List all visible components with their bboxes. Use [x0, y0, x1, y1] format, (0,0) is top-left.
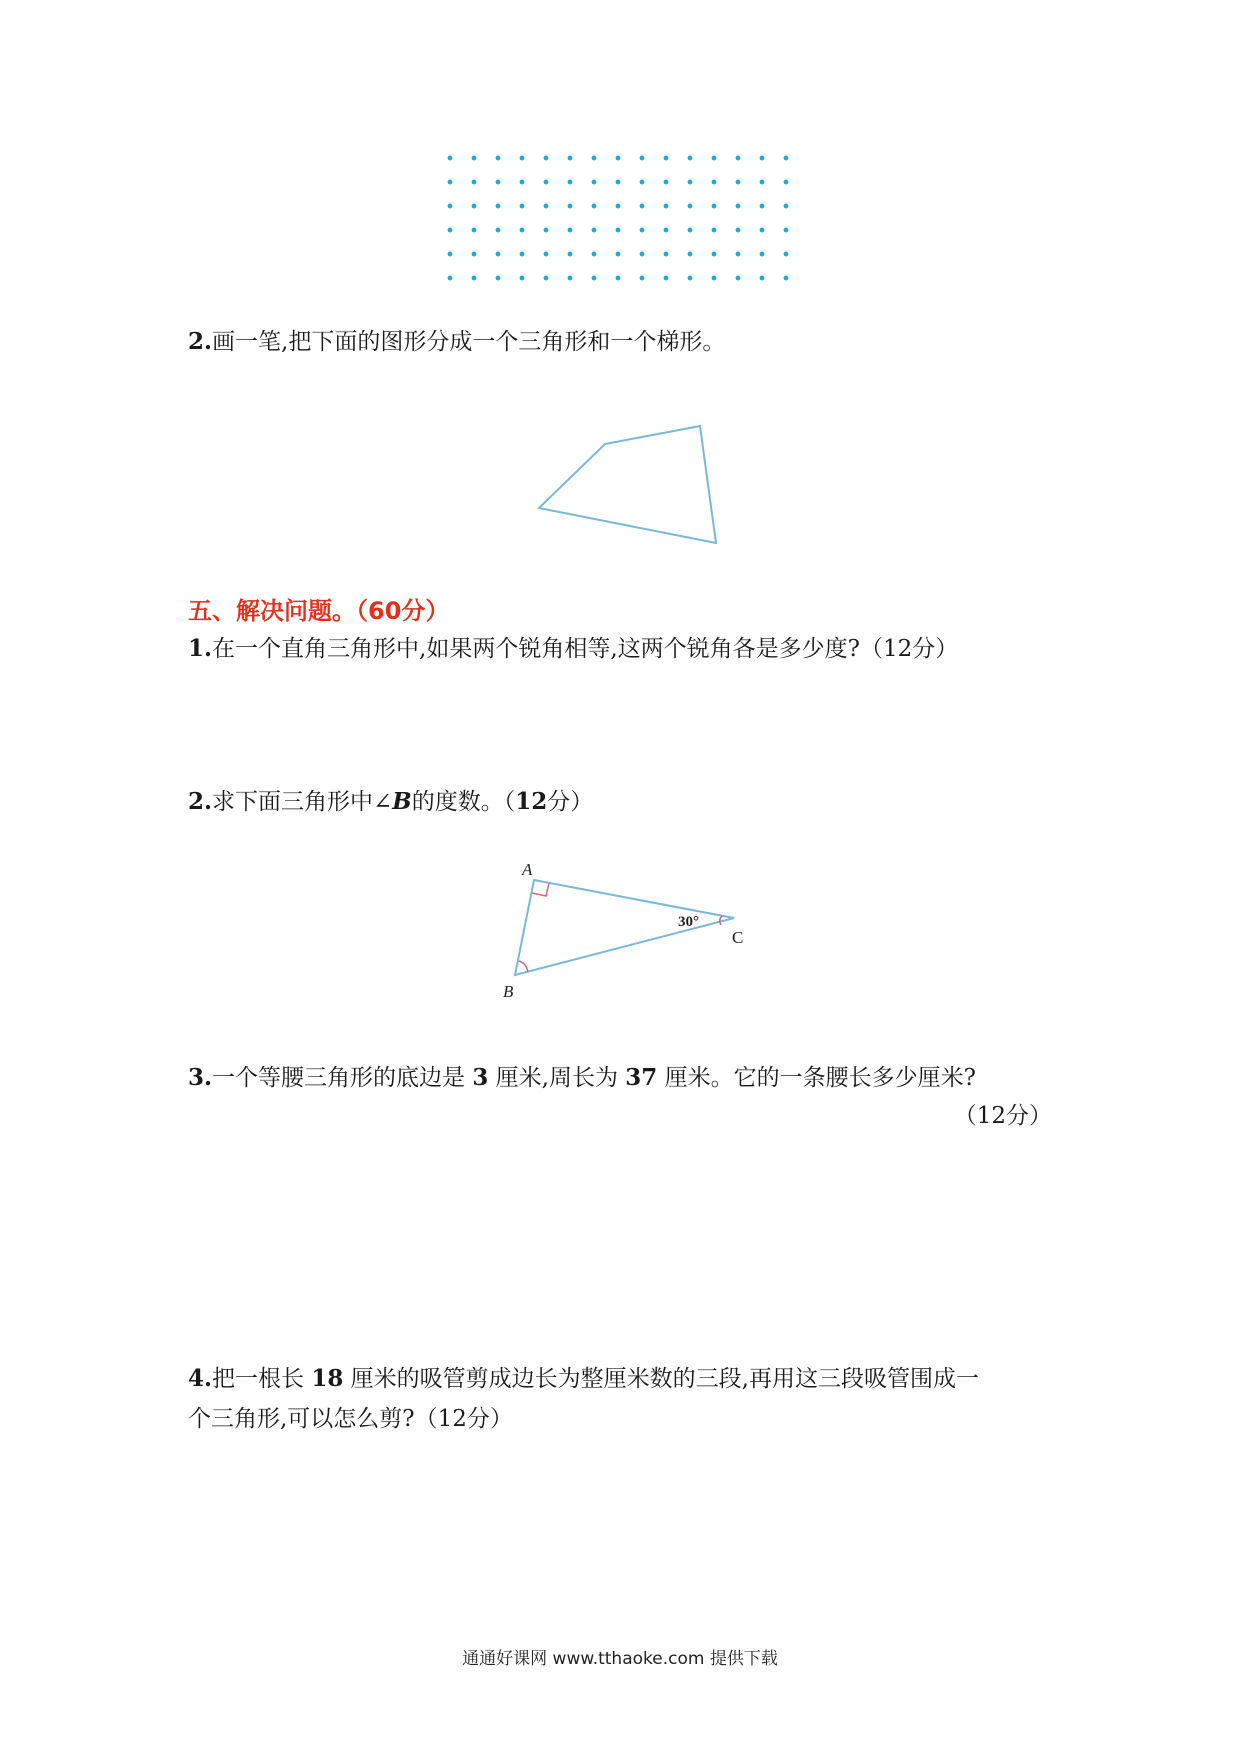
grid-dot [784, 204, 789, 209]
grid-dot [520, 276, 525, 281]
grid-dot [544, 228, 549, 233]
grid-dot [736, 204, 741, 209]
grid-dot [712, 204, 717, 209]
question-number: 2. [188, 328, 213, 355]
grid-dot [784, 276, 789, 281]
grid-dot [664, 204, 669, 209]
grid-dot [784, 180, 789, 185]
question-text-2: 厘米的吸管剪成边长为整厘米数的三段,再用这三段吸管围成一 [350, 1366, 979, 1392]
triangle-figure [490, 855, 760, 1005]
triangle-shape [515, 880, 734, 975]
question-draw-line [188, 325, 725, 359]
grid-dot [592, 276, 597, 281]
grid-dot [544, 252, 549, 257]
grid-dot [496, 180, 501, 185]
grid-dot [496, 276, 501, 281]
grid-dot [640, 276, 645, 281]
grid-dot [640, 252, 645, 257]
grid-dot [544, 276, 549, 281]
grid-dot [784, 228, 789, 233]
label-a: A [522, 860, 533, 879]
angle-c-value: 30° [678, 914, 699, 930]
grid-dot [616, 252, 621, 257]
grid-dot [448, 180, 453, 185]
dot-grid [440, 148, 805, 283]
question-text-pre: 求下面三角形中∠ [212, 789, 393, 815]
quadrilateral-shape [539, 426, 716, 543]
grid-dot [592, 252, 597, 257]
angle-variable: B [392, 788, 412, 815]
grid-dot [712, 180, 717, 185]
grid-dot [544, 204, 549, 209]
grid-dot [568, 156, 573, 161]
grid-dot [688, 180, 693, 185]
question-text-3: 厘米。它的一条腰长多少厘米? [664, 1065, 976, 1091]
grid-dot [712, 228, 717, 233]
grid-dot [448, 204, 453, 209]
grid-dot [520, 252, 525, 257]
grid-dot [760, 180, 765, 185]
grid-dot [784, 252, 789, 257]
grid-dot [640, 156, 645, 161]
question-text-1: 一个等腰三角形的底边是 [212, 1065, 466, 1091]
grid-dot [760, 228, 765, 233]
grid-dot [448, 156, 453, 161]
score-suffix: 分） [547, 789, 594, 815]
grid-dot [616, 180, 621, 185]
question-text-1: 把一根长 [212, 1366, 305, 1392]
grid-dot [472, 204, 477, 209]
grid-dot [592, 180, 597, 185]
problem-3-score: （12分） [953, 1103, 1052, 1129]
grid-dot [664, 156, 669, 161]
problem-4 [188, 1362, 979, 1396]
grid-dot [736, 156, 741, 161]
quadrilateral-figure [520, 415, 720, 565]
grid-dot [568, 276, 573, 281]
question-number: 3. [188, 1064, 213, 1091]
grid-dot [616, 204, 621, 209]
grid-dot [520, 204, 525, 209]
footer-text: 通通好课网 www.tthaoke.com 提供下载 [462, 1649, 778, 1669]
grid-dot [616, 156, 621, 161]
grid-dot [640, 228, 645, 233]
grid-dot [760, 276, 765, 281]
grid-dot [688, 204, 693, 209]
grid-dot [496, 156, 501, 161]
grid-dot [712, 276, 717, 281]
grid-dot [568, 204, 573, 209]
grid-dot [544, 156, 549, 161]
problem-3 [188, 1061, 976, 1095]
grid-dot [760, 156, 765, 161]
grid-dot [664, 252, 669, 257]
grid-dot [664, 276, 669, 281]
grid-dot [712, 156, 717, 161]
question-number: 2. [188, 788, 213, 815]
grid-dot [520, 228, 525, 233]
grid-dot [712, 252, 717, 257]
grid-dot [520, 156, 525, 161]
problem-4-line-2: 个三角形,可以怎么剪?（12分） [188, 1406, 513, 1432]
problem-1 [188, 632, 958, 666]
grid-dot [640, 204, 645, 209]
value-length: 18 [311, 1365, 344, 1392]
grid-dot [736, 252, 741, 257]
grid-dot [736, 228, 741, 233]
grid-dot [568, 180, 573, 185]
label-c: C [732, 928, 744, 947]
grid-dot [448, 228, 453, 233]
score-value: 12 [515, 788, 548, 815]
grid-dot [616, 228, 621, 233]
question-text-2: 厘米,周长为 [495, 1065, 618, 1091]
grid-dot [736, 276, 741, 281]
grid-dot [448, 252, 453, 257]
grid-dot [496, 228, 501, 233]
question-number: 1. [188, 635, 213, 662]
question-number: 4. [188, 1365, 213, 1392]
grid-dot [664, 180, 669, 185]
grid-dot [688, 156, 693, 161]
grid-dot [568, 228, 573, 233]
grid-dot [616, 276, 621, 281]
question-text: 画一笔,把下面的图形分成一个三角形和一个梯形。 [212, 329, 726, 355]
angle-b-arc [519, 961, 528, 972]
grid-dot [688, 228, 693, 233]
right-angle-mark [532, 883, 549, 896]
grid-dot [760, 252, 765, 257]
grid-dot [472, 228, 477, 233]
grid-dot [472, 252, 477, 257]
grid-dot [688, 252, 693, 257]
question-text: 在一个直角三角形中,如果两个锐角相等,这两个锐角各是多少度?（12分） [212, 636, 959, 662]
grid-dot [496, 252, 501, 257]
grid-dot [760, 204, 765, 209]
grid-dot [496, 204, 501, 209]
question-text-post: 的度数。（ [411, 789, 516, 815]
value-perimeter: 37 [625, 1064, 658, 1091]
grid-dot [472, 276, 477, 281]
grid-dot [544, 180, 549, 185]
grid-dot [592, 204, 597, 209]
grid-dot [592, 156, 597, 161]
grid-dot [784, 156, 789, 161]
label-b: B [503, 982, 514, 1001]
grid-dot [736, 180, 741, 185]
grid-dot [472, 156, 477, 161]
grid-dot [592, 228, 597, 233]
grid-dot [568, 252, 573, 257]
problem-2 [188, 785, 593, 819]
value-base: 3 [472, 1064, 489, 1091]
grid-dot [448, 276, 453, 281]
grid-dot [520, 180, 525, 185]
grid-dot [664, 228, 669, 233]
grid-dot [688, 276, 693, 281]
grid-dot [640, 180, 645, 185]
section-title: 五、解决问题。（60分） [188, 597, 450, 625]
grid-dot [472, 180, 477, 185]
